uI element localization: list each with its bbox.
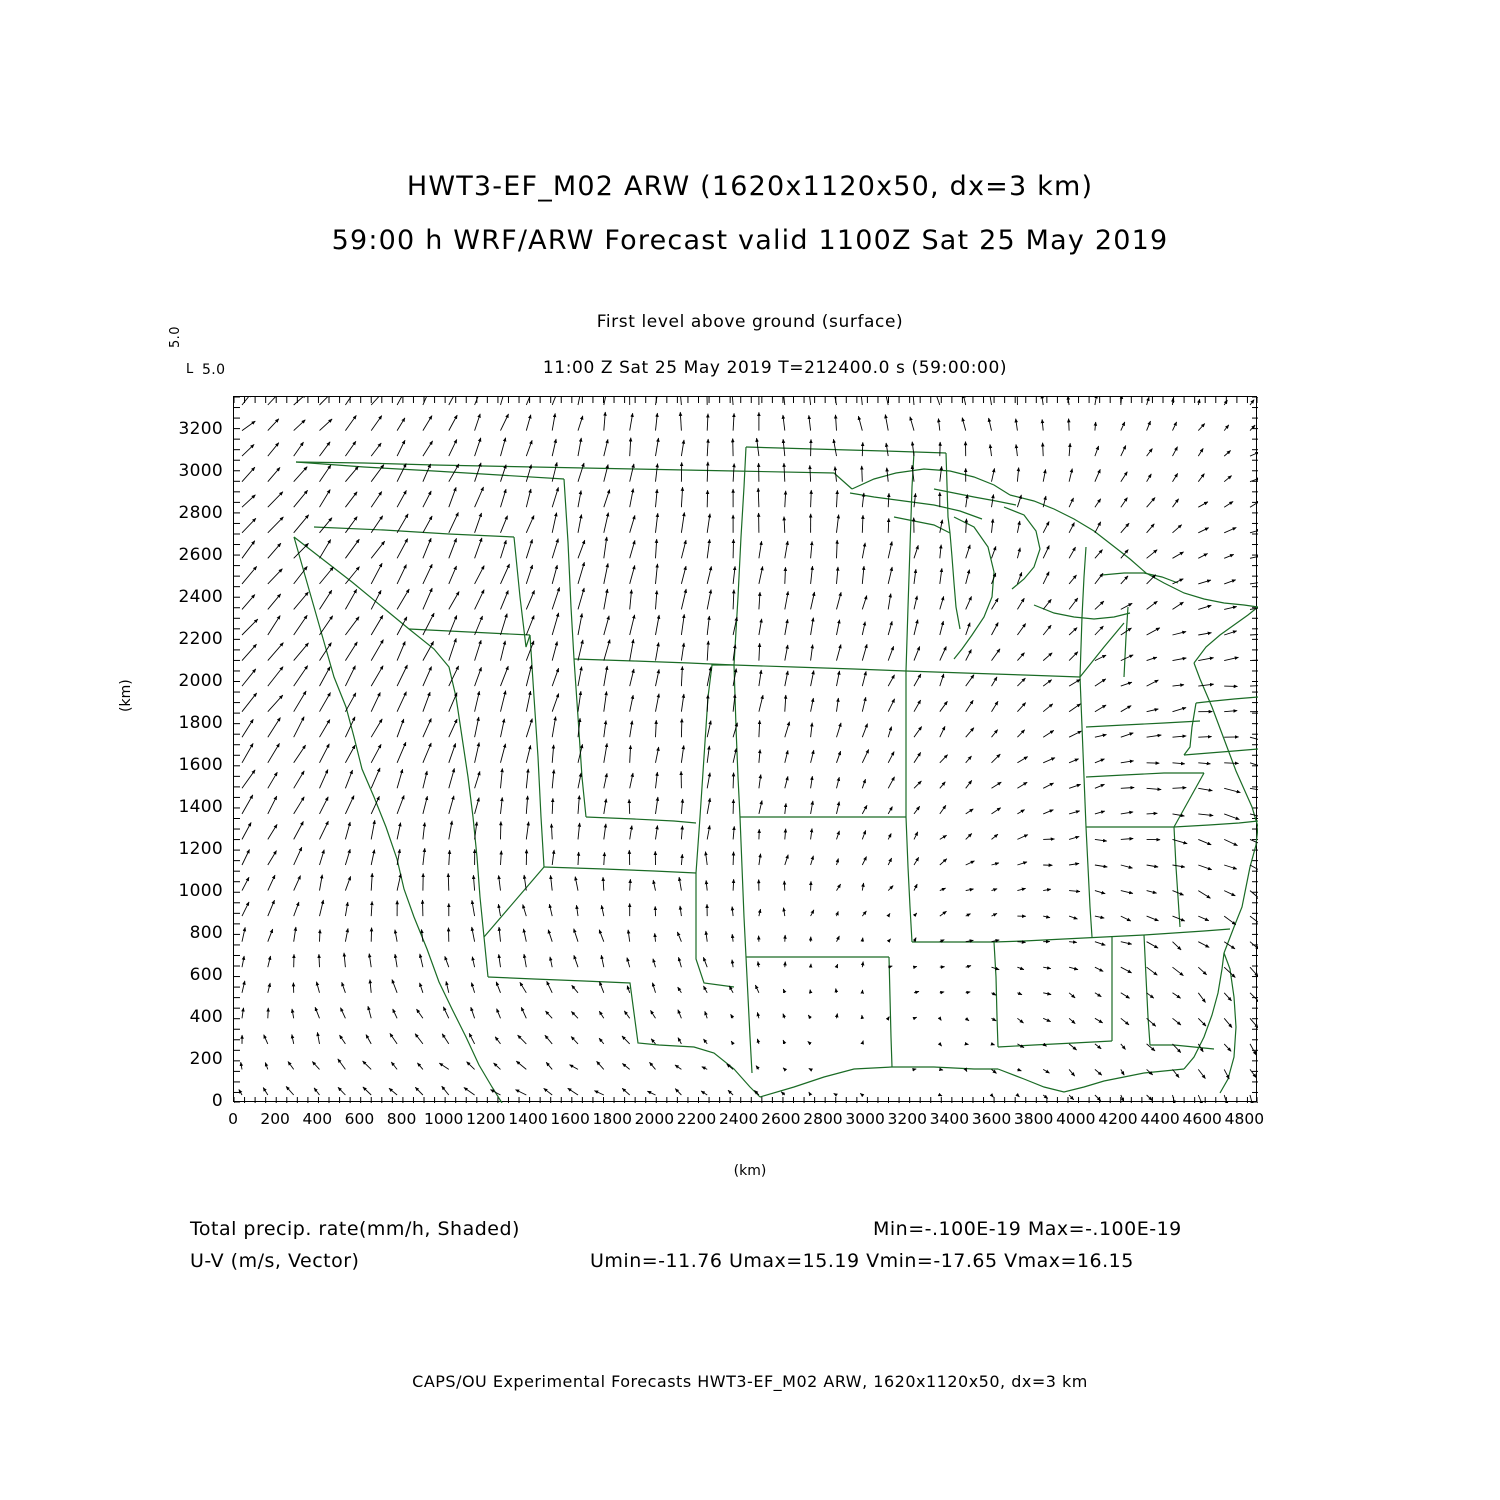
- y-tick-label: 1200: [178, 838, 223, 859]
- x-tick-label: 200: [260, 1110, 290, 1128]
- x-tick-label: 2400: [718, 1110, 759, 1128]
- y-tick-label: 1800: [178, 712, 223, 733]
- x-tick-label: 4800: [1224, 1110, 1265, 1128]
- title-line-1: HWT3-EF_M02 ARW (1620x1120x50, dx=3 km): [406, 171, 1094, 202]
- x-tick-label: 2600: [761, 1110, 801, 1128]
- y-tick-label: 2200: [178, 628, 223, 649]
- wind-stats: Umin=-11.76 Umax=15.19 Vmin=-17.65 Vmax=16.15: [590, 1250, 1134, 1272]
- x-tick-label: 1600: [550, 1110, 590, 1128]
- x-tick-label: 3600: [971, 1110, 1012, 1128]
- x-tick-label: 3800: [1013, 1110, 1054, 1128]
- y-tick-label: 400: [189, 1006, 223, 1027]
- x-tick-label: 800: [386, 1110, 417, 1128]
- vector-key-value: 5.0: [202, 362, 226, 378]
- wind-label: U-V (m/s, Vector): [190, 1250, 360, 1272]
- y-axis-label: (km): [118, 679, 134, 712]
- forecast-map-plot[interactable]: [233, 396, 1257, 1102]
- x-tick-label: 4600: [1182, 1110, 1222, 1128]
- y-tick-label: 1400: [178, 796, 223, 817]
- y-tick-label: 1000: [178, 880, 223, 901]
- vector-key-l-label: L: [186, 362, 194, 377]
- x-tick-label: 600: [344, 1110, 375, 1128]
- precip-stats: Min=-.100E-19 Max=-.100E-19: [873, 1218, 1182, 1240]
- axis-tick-marks: [234, 397, 1258, 1103]
- x-tick-label: 4000: [1056, 1110, 1096, 1128]
- x-tick-label: 3400: [929, 1110, 970, 1128]
- field-legend: [190, 1218, 1320, 1282]
- timestamp-subtitle: 11:00 Z Sat 25 May 2019 T=212400.0 s (59:00:00): [542, 358, 1008, 378]
- y-tick-label: 2000: [178, 670, 223, 691]
- y-tick-label: 3000: [178, 460, 223, 481]
- y-tick-label: 200: [189, 1048, 223, 1069]
- x-tick-label: 400: [302, 1110, 333, 1128]
- title-line-2: 59:00 h WRF/ARW Forecast valid 1100Z Sat 25 May 2019: [331, 225, 1169, 256]
- y-tick-label: 1600: [178, 754, 223, 775]
- credit-line: CAPS/OU Experimental Forecasts HWT3-EF_M02 ARW, 1620x1120x50, dx=3 km: [412, 1372, 1088, 1391]
- x-tick-label: 1400: [508, 1110, 548, 1128]
- x-tick-label: 1800: [592, 1110, 632, 1128]
- x-tick-label: 0: [228, 1110, 238, 1128]
- y-tick-label: 0: [211, 1091, 223, 1111]
- legend-row-wind: [190, 1250, 1320, 1282]
- level-subtitle: First level above ground (surface): [596, 312, 904, 332]
- x-tick-label: 2800: [803, 1110, 843, 1128]
- page-title: [0, 160, 1500, 268]
- legend-row-precip: [190, 1218, 1320, 1250]
- x-tick-label: 2200: [676, 1110, 717, 1128]
- vector-key-vertical-label: 5.0: [168, 326, 183, 348]
- y-tick-label: 2400: [178, 586, 223, 607]
- map-vector-canvas: [234, 397, 1258, 1103]
- y-tick-label: 3200: [178, 418, 223, 439]
- y-tick-label: 800: [189, 922, 223, 943]
- us-map-outlines: [294, 447, 1258, 1103]
- x-tick-label: 4400: [1140, 1110, 1180, 1128]
- x-tick-label: 3000: [845, 1110, 885, 1128]
- x-tick-label: 1000: [423, 1110, 464, 1128]
- x-tick-label: 3200: [887, 1110, 927, 1128]
- y-tick-label: 600: [189, 964, 223, 985]
- y-tick-label: 2800: [178, 502, 223, 523]
- x-tick-label: 2000: [634, 1110, 675, 1128]
- precip-label: Total precip. rate(mm/h, Shaded): [190, 1218, 520, 1240]
- x-axis-label: (km): [733, 1163, 767, 1179]
- x-tick-label: 1200: [466, 1110, 506, 1128]
- x-tick-label: 4200: [1098, 1110, 1138, 1128]
- y-tick-label: 2600: [178, 544, 223, 565]
